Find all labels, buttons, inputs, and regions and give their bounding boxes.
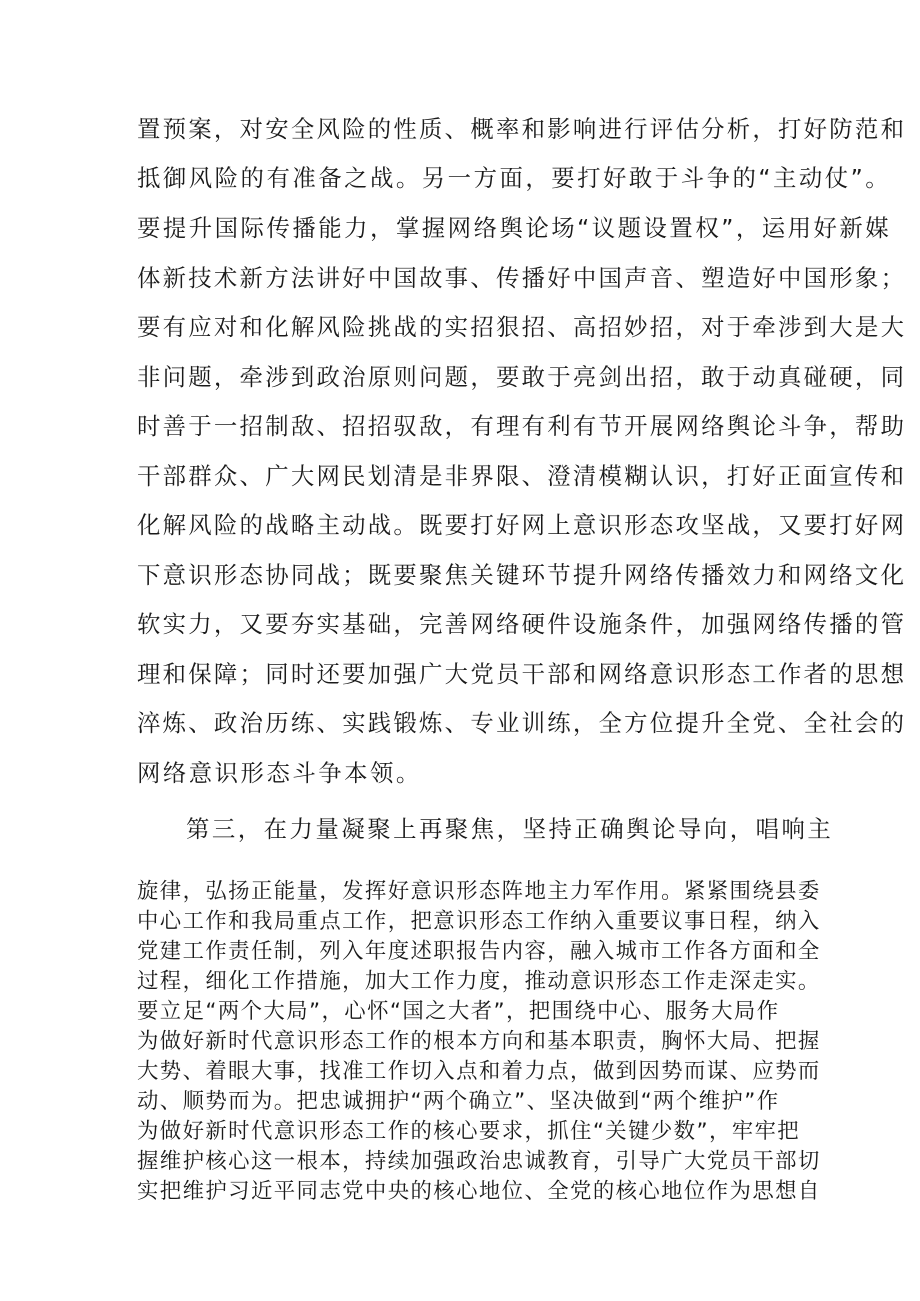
- paragraph-line: 淬炼、政治历练、实践锻炼、专业训练，全方位提升全党、全社会的: [137, 709, 907, 737]
- paragraph-line: 非问题，牵涉到政治原则问题，要敢于亮剑出招，敢于动真碰硬，同: [137, 363, 907, 391]
- paragraph-line: 要提升国际传播能力，掌握网络舆论场“议题设置权”，运用好新媒: [137, 214, 892, 242]
- paragraph-line: 实把维护习近平同志党中央的核心地位、全党的核心地位作为思想自: [137, 1179, 821, 1204]
- paragraph-line: 党建工作责任制，列入年度述职报告内容，融入城市工作各方面和全: [137, 939, 821, 964]
- paragraph-line: 动、顺势而为。把忠诚拥护“两个确立”、坚决做到“两个维护”作: [137, 1089, 780, 1114]
- paragraph-line: 过程，细化工作措施，加大工作力度，推动意识形态工作走深走实。: [137, 969, 821, 994]
- section-heading: 第三，在力量凝聚上再聚焦，坚持正确舆论导向，唱响主: [186, 815, 834, 843]
- paragraph-line: 大势、着眼大事，找准工作切入点和着力点，做到因势而谋、应势而: [137, 1059, 821, 1084]
- paragraph-line: 抵御风险的有准备之战。另一方面，要打好敢于斗争的“主动仗”。: [137, 164, 892, 192]
- paragraph-line: 下意识形态协同战；既要聚焦关键环节提升网络传播效力和网络文化: [137, 561, 907, 589]
- paragraph-line: 理和保障；同时还要加强广大党员干部和网络意识形态工作者的思想: [137, 660, 907, 688]
- paragraph-line: 为做好新时代意识形态工作的根本方向和基本职责，胸怀大局、把握: [137, 1029, 821, 1054]
- paragraph-line: 旋律，弘扬正能量，发挥好意识形态阵地主力军作用。紧紧围绕县委: [137, 879, 821, 904]
- paragraph-line: 网络意识形态斗争本领。: [137, 759, 422, 787]
- paragraph-line: 要立足“两个大局”，心怀“国之大者”，把围绕中心、服务大局作: [137, 999, 780, 1024]
- paragraph-line: 干部群众、广大网民划清是非界限、澄清模糊认识，打好正面宣传和: [137, 462, 907, 490]
- paragraph-line: 为做好新时代意识形态工作的核心要求，抓住“关键少数”，牢牢把: [137, 1119, 801, 1144]
- paragraph-line: 化解风险的战略主动战。既要打好网上意识形态攻坚战，又要打好网: [137, 511, 907, 539]
- paragraph-line: 时善于一招制敌、招招驭敌，有理有利有节开展网络舆论斗争，帮助: [137, 412, 907, 440]
- paragraph-line: 体新技术新方法讲好中国故事、传播好中国声音、塑造好中国形象；: [137, 264, 907, 292]
- paragraph-line: 握维护核心这一根本，持续加强政治忠诚教育，引导广大党员干部切: [137, 1149, 821, 1174]
- paragraph-line: 置预案，对安全风险的性质、概率和影响进行评估分析，打好防范和: [137, 115, 907, 143]
- paragraph-line: 软实力，又要夯实基础，完善网络硬件设施条件，加强网络传播的管: [137, 610, 907, 638]
- paragraph-line: 中心工作和我局重点工作，把意识形态工作纳入重要议事日程，纳入: [137, 909, 821, 934]
- paragraph-line: 要有应对和化解风险挑战的实招狠招、高招妙招，对于牵涉到大是大: [137, 313, 907, 341]
